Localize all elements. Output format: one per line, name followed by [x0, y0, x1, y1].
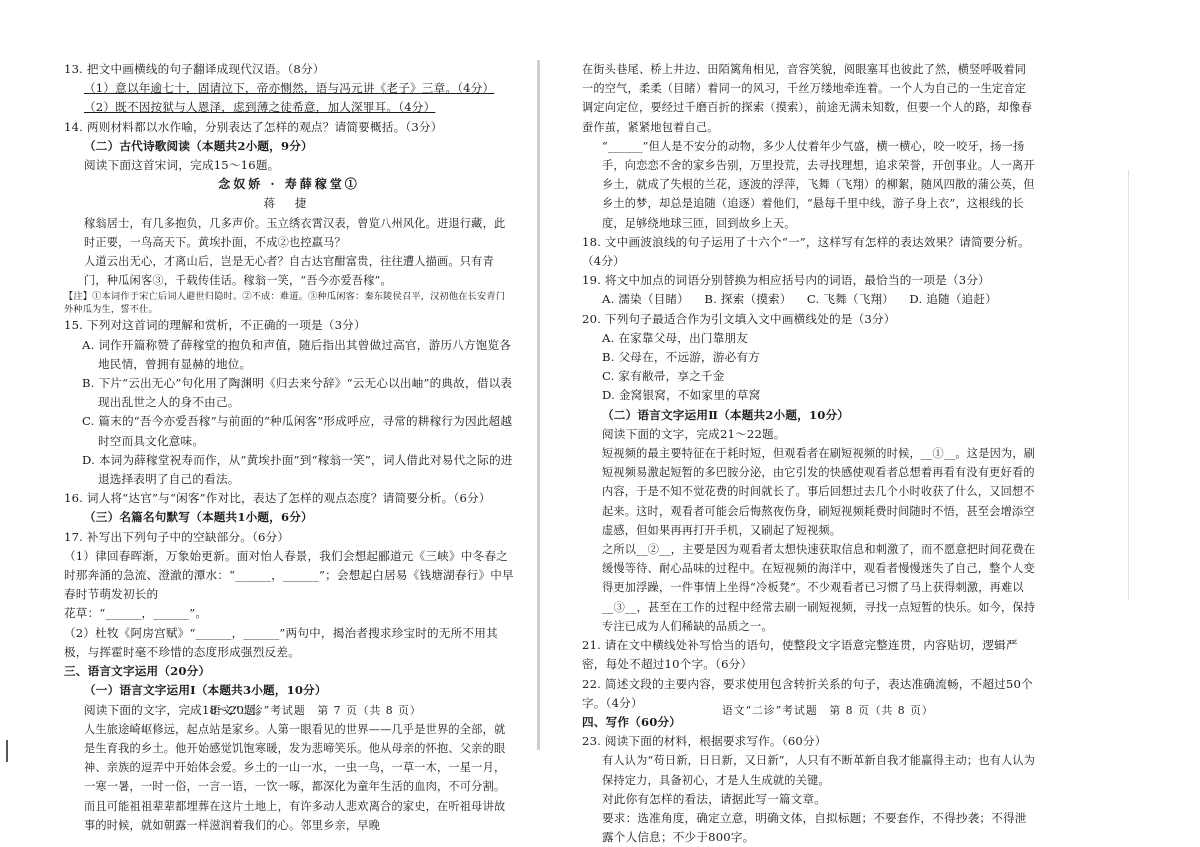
question-13-item-2: （2）既不因按狱与人恩泽，虑到薄之徒希意，加人深罪耳。（4分）: [84, 100, 436, 115]
question-22: 22. 简述文段的主要内容，要求使用包含转折关系的句子，表达准确流畅，不超过50个字。（4分）: [582, 676, 1033, 710]
scan-edge-mark: [6, 740, 8, 762]
section-poetry-heading: （二）古代诗歌阅读（本题共2小题，9分）: [84, 138, 313, 153]
question-20-option-a: A. 在家靠父母，出门靠朋友: [602, 330, 749, 345]
question-17-item-1: （1）律回春晖渐，万象始更新。面对怡人春景，我们会想起郦道元《三峡》中冬春之时那奔涌的急流、澄澈的潭水：“______，______”；会想起白居易《钱塘湖春行》中早春时节萌发初长的: [64, 548, 514, 602]
section-3-part-2-heading: （二）语言文字运用Ⅱ（本题共2小题，10分）: [602, 407, 850, 422]
page-7-column: [64, 60, 514, 835]
short-video-paragraph-2: 之所以__②__，主要是因为观看者太想快速获取信息和刺激了，而不愿意把时间花费在缓慢等待、耐心品味的过程中。在短视频的海洋中，观看者慢慢迷失了自己，整个人变得更加浮躁，一件事情上坐得“冷板凳”。不少观看者已习惯了马上获得刺激，再难以__③__，甚至在工作的过程中经常去刷一刷短视频，寻找一点短暂的快乐。如今，保持专注已成为人们稀缺的品质之一。: [602, 543, 1036, 633]
reading-instruction-21-22: 阅读下面的文字，完成21～22题。: [602, 426, 786, 441]
poetry-instruction: 阅读下面这首宋词，完成15～16题。: [84, 158, 280, 173]
section-recitation-heading: （三）名篇名句默写（本题共1小题，6分）: [84, 510, 313, 525]
question-19-option-b: B. 探索（摸索）: [704, 292, 792, 307]
section-4-heading: 四、写作（60分）: [582, 714, 682, 729]
writing-requirements: 要求：选准角度，确定立意，明确文体，自拟标题；不要套作，不得抄袭；不得泄露个人信息；不少于800字。: [602, 810, 1027, 845]
hometown-passage-continued: 在街头巷尾、桥上井边、田陌篱角相见，音容笑貌，阅眼塞耳也彼此了然，横竖呼吸着同一的空气，柔柔（目睹）着同一的风习，千丝万缕地牵连着。一个人为自己的一生定音定调定向定位，要经过千磨百折的探索（摸索），前途无满未知数，但要一个人的路，却像春蚕作茧，紧紧地包着自己。: [582, 63, 1032, 134]
question-20-option-b: B. 父母在，不远游，游必有方: [602, 350, 761, 365]
question-19-option-a: A. 濡染（目睹）: [602, 292, 690, 307]
question-20-option-d: D. 金窝银窝，不如家里的草窝: [602, 388, 761, 403]
poem-stanza-2: 人道云出无心，才离山后，岂是无心者？自古达官酣富贵，往往遭人描画。只有青门，种瓜闲客③，千载传佳话。稼翁一笑，“吾今亦爱吾稼”。: [84, 255, 494, 288]
short-video-paragraph-1: 短视频的最主要特征在于耗时短，但观看者在刷短视频的时候，__①__。这是因为，刷短视频易激起短暂的多巴胺分泌，由它引发的快感使观看者总想着再看有没有更好看的内容，于是不知不觉花费的时间就长了。事后回想过去几个小时收获了什么，又回想不起来。这时，观看者可能会后悔熬夜伤身，刷短视频耗费时间随时不悟，甚至会增添空虚感，但如果再再打开手机，又刷起了短视频。: [602, 447, 1036, 537]
question-21: 21. 请在文中横线处补写恰当的语句，使整段文字语意完整连贯，内容贴切，逻辑严密，每处不超过10个字。（6分）: [582, 638, 1018, 672]
question-20-option-c: C. 家有敝帚，享之千金: [602, 369, 725, 384]
reading-instruction-18-20: 阅读下面的文字，完成18～20题。: [84, 702, 268, 717]
section-3-heading: 三、语言文字运用（20分）: [64, 664, 211, 679]
question-19-option-c: C. 飞舞（飞翔）: [806, 292, 895, 307]
question-20: 20. 下列句子最适合作为引文填入文中画横线处的是（3分）: [582, 311, 896, 326]
question-15: 15. 下列对这首词的理解和赏析，不正确的一项是（3分）: [64, 318, 366, 333]
question-23: 23. 阅读下面的材料，根据要求写作。（60分）: [582, 734, 827, 749]
poem-stanza-1: 稼翁居士，有几多抱负，几多声价。玉立绣衣霄汉表，曾览八州风化。进退行藏，此时正要，一鸟高天下。黄埃扑面，不成②也控羸马？: [84, 216, 506, 249]
question-15-option-a: A. 词作开篇称赞了薛稼堂的抱负和声值，随后指出其曾做过高官，游历八方饱览各地民情，曾拥有显赫的地位。: [82, 337, 512, 371]
question-13: 13. 把文中画横线的句子翻译成现代汉语。（8分）: [64, 62, 325, 76]
question-19: 19. 将文中加点的词语分别替换为相应括号内的词语，最恰当的一项是（3分）: [582, 273, 990, 288]
question-17-item-1-end: 花草：“______，______”。: [64, 606, 208, 621]
question-13-item-1: （1）意以年逾七十，固请泣下，帝亦恻然，语与冯元讲《老子》三章。（4分）: [84, 81, 495, 96]
question-14: 14. 两则材料都以水作喻，分别表达了怎样的观点？请简要概括。（3分）: [64, 119, 443, 134]
question-15-option-c: C. 篇末的“吾今亦爱吾稼”与前面的“种瓜闲客”形成呼应，寻常的耕稼行为因此超越时空而具文化意味。: [82, 414, 513, 448]
page-8-footer: 语文“二诊”考试题 第 8 页（共 8 页）: [722, 704, 934, 717]
writing-prompt: 对此你有怎样的看法，请据此写一篇文章。: [602, 791, 827, 806]
question-17-item-2: （2）杜牧《阿房宫赋》“______，______”两句中，揭治者搜求珍宝时的无所不用其极，与挥霍时毫不珍惜的态度形成强烈反差。: [64, 625, 498, 659]
page-8-column: [582, 60, 1037, 847]
question-19-option-d: D. 追随（追赶）: [909, 292, 997, 307]
page-7-footer: 语文“二诊”考试题 第 7 页（共 8 页）: [210, 704, 422, 717]
poem-title: 念奴娇 · 寿薛稼堂①: [218, 177, 360, 192]
question-16: 16. 词人将“达官”与“闲客”作对比，表达了怎样的观点态度？请简要分析。（6分）: [64, 491, 491, 506]
hometown-passage-paragraph-2: “______”但人是不安分的动物，多少人仗着年少气盛，横一横心，咬一咬牙，扬一扬手，向恋恋不舍的家乡告别，万里投荒，去寻找理想，追求荣誉，开创事业。人一离开乡土，就成了失根的兰花，逐波的浮萍，飞舞（飞翔）的柳絮，随风四散的蒲公英，但乡土的梦，却总是追随（追逐）着他们，“悬每千里中线，游子身上衣”，这根线的长度，足够绕地球三匝，回到故乡上天。: [602, 139, 1035, 230]
writing-material: 有人认为“苟日新，日日新，又日新”，人只有不断革新自我才能赢得主动；也有人认为保持定力，具备初心，才是人生成就的关键。: [602, 754, 1036, 787]
poem-annotation: 【注】①本词作于宋亡后词人避世归隐时。②不成：难道。③种瓜闲客：秦东陵侯召平，汉初他在长安青门外种瓜为生，誓不仕。: [64, 291, 506, 316]
poem-author: 蒋 捷: [263, 196, 315, 211]
question-19-options: [582, 290, 1037, 309]
hometown-passage-paragraph-1: 人生旅途崎岖修远，起点站是家乡。人第一眼看见的世界——几乎是世界的全部，就是生育我的乡土。他开始感觉饥饱寒暖，发为悲啼笑乐。他从母亲的怀抱、父亲的眼神、亲族的逗弄中开始体会爱。乡土的一山一水，一虫一鸟，一草一木，一星一月，一寒一暑，一时一俗，一言一语，一饮一啄，都深化为童年生活的血肉，不可分割。而且可能祖祖辈辈都埋葬在这片土地上，有许多动人悲欢离合的家史，在听祖母讲故事的时候，就如朝露一样滋润着我们的心。邻里乡亲，早晚: [84, 722, 506, 832]
page-fold-shadow: [537, 60, 540, 750]
question-15-option-b: B. 下片“云出无心”句化用了陶渊明《归去来兮辞》“云无心以出岫”的典故，借以表现出乱世之人的身不由己。: [82, 376, 513, 410]
question-18: 18. 文中画波浪线的句子运用了十六个“一”，这样写有怎样的表达效果？请简要分析。（4分）: [582, 234, 1030, 269]
question-17: 17. 补写出下列句子中的空缺部分。（6分）: [64, 529, 290, 544]
scan-fold-line: [1128, 170, 1129, 600]
section-3-part-1-heading: （一）语言文字运用Ⅰ（本题共3小题，10分）: [84, 683, 327, 698]
question-15-option-d: D. 本词为薛稼堂祝寿而作，从“黄埃扑面”到“稼翁一笑”，词人借此对易代之际的进退选择表明了自己的看法。: [82, 452, 513, 487]
